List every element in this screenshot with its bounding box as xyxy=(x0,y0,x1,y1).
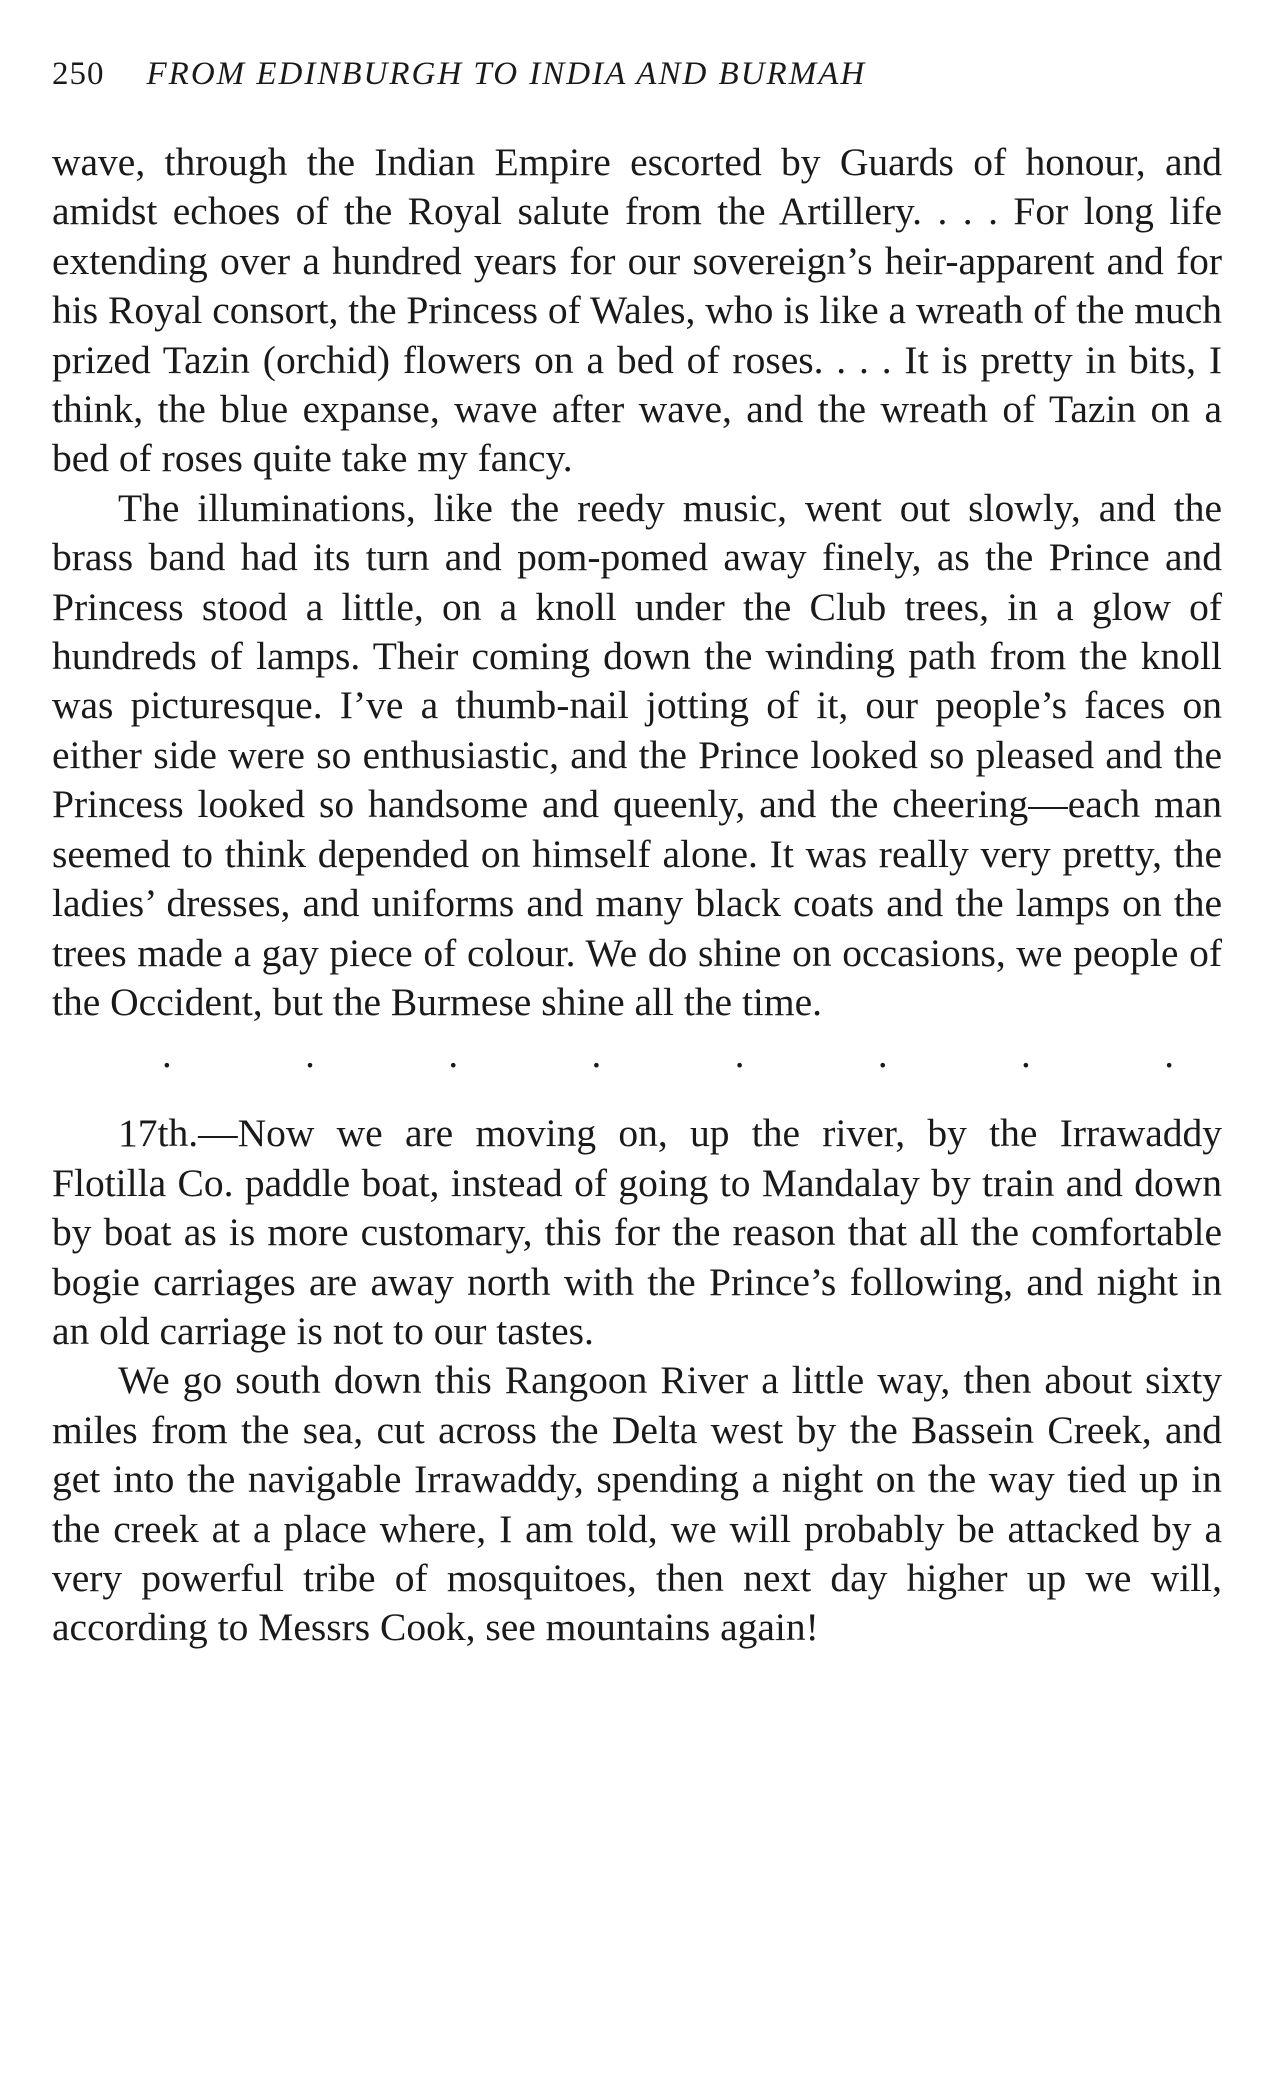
dot: . xyxy=(305,1032,315,1076)
paragraph: wave, through the Indian Empire escorted by Guards of honour, and amidst echoes of the Royal salute from the Artillery. . . . For long life extending over a hundred years for our sovereign’s heir-apparent and for his Royal consort, the Princess of Wales, who is like a wreath of the much prized Tazin (orchid) flowers on a bed of roses. . . . It is pretty in bits, I think, the blue expanse, wave after wave, and the wreath of Tazin on a bed of roses quite take my fancy. xyxy=(52,140,1222,481)
running-title: FROM EDINBURGH TO INDIA AND BURMAH xyxy=(146,56,867,92)
dot: . xyxy=(448,1032,459,1076)
dot: . xyxy=(1164,1032,1174,1076)
paragraph: We go south down this Rangoon River a little way, then about sixty miles from the sea, cut across the Delta west by the Bassein Creek, and get into the navigable Irrawaddy, spending a night on the way tied up in the creek at a place where, I am told, we will probably be attacked by a very powerful tribe of mosquitoes, then next day higher up we will, according to Messrs Cook, see mountains again! xyxy=(52,1358,1222,1650)
body-text xyxy=(52,138,1222,1653)
page-number: 250 xyxy=(52,56,105,92)
section-break-dots xyxy=(52,1027,1222,1081)
dot: . xyxy=(591,1032,602,1076)
dot: . xyxy=(734,1032,745,1076)
page-header xyxy=(52,56,1222,116)
paragraph: The illuminations, like the reedy music, went out slowly, and the brass band had its turn and pom-pomed away finely, as the Prince and Princess stood a little, on a knoll under the Club trees, in a glow of hundreds of lamps. Their coming down the winding path from the knoll was picturesque. I’ve a thumb-nail jotting of it, our people’s faces on either side were so enthusiastic, and the Prince looked so pleased and the Princess looked so handsome and queenly, and the cheering—each man seemed to think depended on himself alone. It was really very pretty, the ladies’ dresses, and uniforms and many black coats and the lamps on the trees made a gay piece of colour. We do shine on occasions, we people of the Occident, but the Burmese shine all the time. xyxy=(52,485,1222,1024)
book-page xyxy=(52,56,1222,1653)
dot: . xyxy=(162,1032,172,1076)
paragraph: 17th.—Now we are moving on, up the river, by the Irrawaddy Flotilla Co. paddle boat, instead of going to Mandalay by train and down by boat as is more customary, this for the reason that all the comfortable bogie carriages are away north with the Prince’s following, and night in an old carriage is not to our tastes. xyxy=(52,1111,1222,1353)
dot: . xyxy=(877,1032,888,1076)
dot: . xyxy=(1021,1032,1031,1076)
